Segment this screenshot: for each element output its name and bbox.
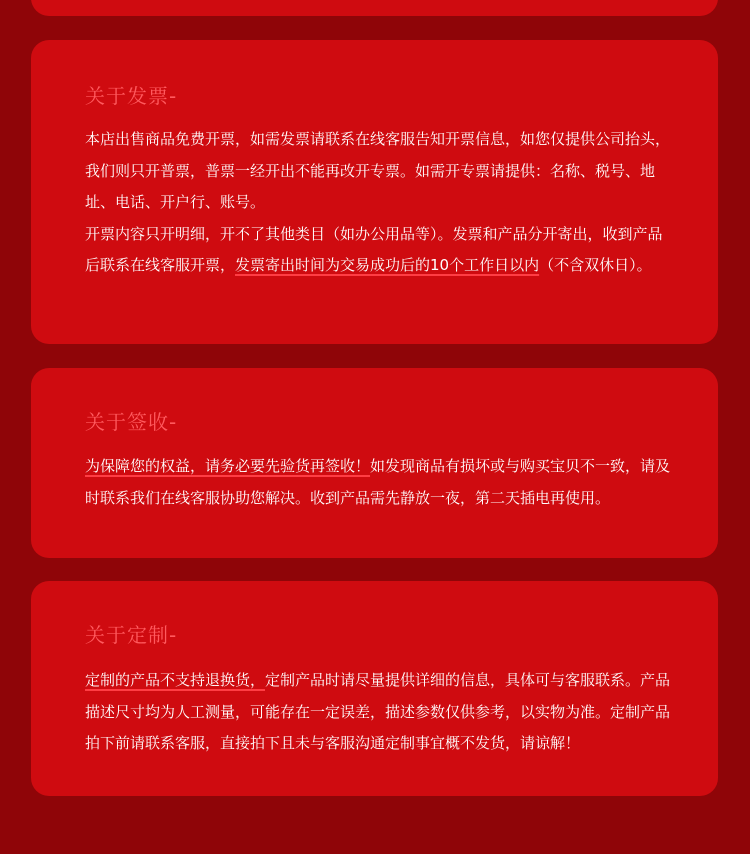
custom-order-policy-text — [85, 665, 674, 760]
custom-order-section — [31, 581, 718, 796]
custom-no-return-highlight: 定制的产品不支持退换货， — [85, 671, 266, 689]
signing-section — [31, 368, 718, 558]
signing-policy-text — [85, 451, 674, 514]
invoice-policy-tail: （不含双休日）。 — [539, 256, 652, 274]
invoice-policy-line-1: 本店出售商品免费开票，如需发票请联系在线客服告知开票信息，如您仅提供公司抬头，我们则只开普票，普票一经开出不能再改开专票。如需开专票请提供：名称、税号、地址、电话、开户行、账号。 — [85, 130, 671, 211]
custom-order-policy-body: 定制产品时请尽量提供详细的信息，具体可与客服联系。产品描述尺寸均为人工测量，可能存在一定误差，描述参数仅供参考，以实物为准。定制产品拍下前请联系客服，直接拍下且未与客服沟通定制事宜概不发货，请谅解！ — [85, 671, 671, 752]
invoice-policy-text — [85, 124, 674, 282]
signing-inspect-highlight: 为保障您的权益，请务必要先验货再签收！ — [85, 457, 371, 475]
signing-section-title: 关于签收- — [85, 410, 178, 434]
invoice-section-title: 关于发票- — [85, 84, 178, 108]
invoice-mailing-time-highlight: 发票寄出时间为交易成功后的10个工作日以内 — [235, 256, 540, 274]
signing-policy-body: 如发现商品有损坏或与购买宝贝不一致，请及时联系我们在线客服协助您解决。收到产品需先静放一夜，第二天插电再使用。 — [85, 457, 671, 507]
custom-order-section-title: 关于定制- — [85, 623, 178, 647]
previous-section-card — [31, 0, 718, 16]
invoice-section — [31, 40, 718, 344]
invoice-policy-line-2: 开票内容只开明细，开不了其他类目（如办公用品等）。发票和产品分开寄出，收到产品后联系在线客服开票， — [85, 224, 663, 274]
